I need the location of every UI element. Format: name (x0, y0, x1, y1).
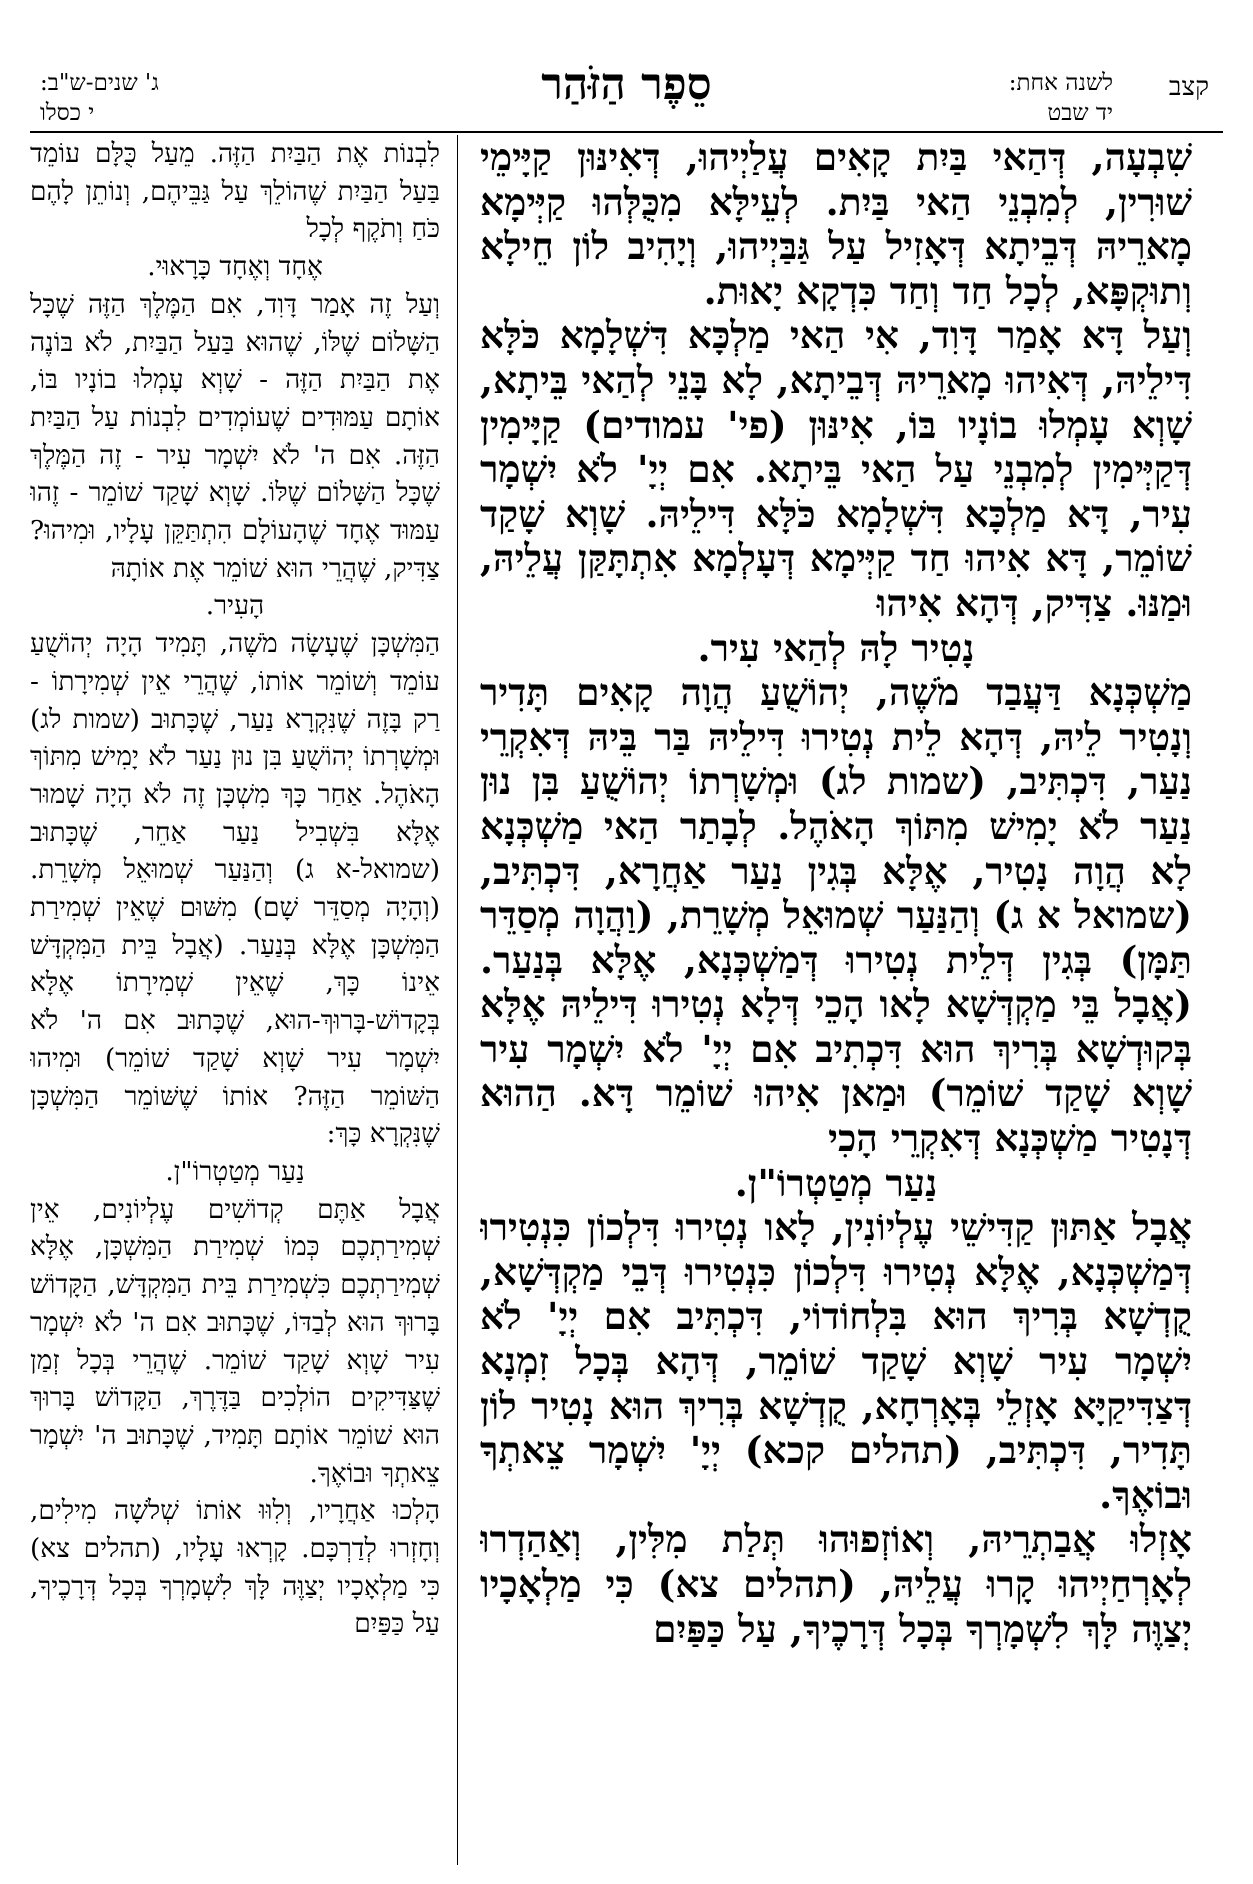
schedule-label: לשנה אחת: (1008, 70, 1113, 96)
page-number: קצב (1168, 72, 1209, 102)
aramaic-paragraph-4: אֲבָל אַתּוּן קַדִּישֵׁי עֶלְיוֹנִין, לָאו נְטִירוּ דִּלְכוֹן כִּנְטִירוּ דְּמַשְׁכְּנָא, אֶלָּא נְטִירוּ דִּלְכוֹן כִּנְטִירוּ דְּבֵי מַקְדְּשָׁא, קֻדְשָׁא בְּרִיךְ הוּא בִּלְחוֹדוֹי, דִּכְתִּיב אִם יְיָ' לֹא יִשְׁמָר עִיר שָׁוְא שָׁקַד שׁוֹמֵר, דְּהָא בְּכָל זִמְנָא דְּצַדִּיקַיָּא אָזְלֵי בְּאָרְחָא, קֻדְשָׁא בְּרִיךְ הוּא נָטִיר לוֹן תָּדִיר, דִּכְתִּיב, (תהלים קכא) יְיָ' יִשְׁמָר צֵאתְךָ וּבוֹאֶךָ. (480, 1205, 1192, 1517)
aramaic-paragraph-2: וְעַל דָּא אָמַר דָּוִד, אִי הַאי מַלְכָּא דִּשְׁלָמָא כֹּלָּא דִּילֵיהּ, דְּאִיהוּ מָארֵיהּ דְּבֵיתָא, לָא בָּנֵי לְהַאי בֵּיתָא, שָׁוְא עָמְלוּ בוֹנָיו בּוֹ, אִינּוּן (פי' עמודים) קַיָּימִין דְּקַיְּימִין לְמִבְנֵי עַל הַאי בֵּיתָא. אִם יְיָ' לֹא יִשְׁמָר עִיר, דָּא מַלְכָּא דִּשְׁלָמָא כֹּלָּא דִּילֵיהּ. שָׁוְא שָׁקַד שׁוֹמֵר, דָּא אִיהוּ חַד קַיְּימָא דְּעָלְמָא אִתְתָּקַּן עֲלֵיהּ, וּמַנּוּ. צַדִּיק, דְּהָא אִיהוּ (480, 313, 1192, 625)
hebrew-paragraph-2: וְעַל זֶה אָמַר דָּוִד, אִם הַמֶּלֶךְ הַזֶּה שֶׁכָּל הַשָּׁלוֹם שֶׁלּוֹ, שֶׁהוּא בַּעַל הַבַּיִת, לֹא בּוֹנֶה אֶת הַבַּיִת הַזֶּה - שָׁוְא עָמְלוּ בוֹנָיו בּוֹ, אוֹתָם עַמּוּדִים שֶׁעוֹמְדִים לִבְנוֹת עַל הַבַּיִת הַזֶּה. אִם ה' לֹא יִשְׁמָר עִיר - זֶה הַמֶּלֶךְ שֶׁכָּל הַשָּׁלוֹם שֶׁלּוֹ. שָׁוְא שָׁקַד שׁוֹמֵר - זֶהוּ עַמּוּד אֶחָד שֶׁהָעוֹלָם הִתְתַּקֵּן עָלָיו, וּמִיהוּ? צַדִּיק, שֶׁהֲרֵי הוּא שׁוֹמֵר אֶת אוֹתָהּ (30, 288, 440, 584)
page-header (30, 8, 1223, 126)
cycle-date: י כסלו (40, 100, 95, 126)
schedule-three-years (40, 68, 159, 128)
header-rule (30, 131, 1223, 133)
hebrew-paragraph-3-end: נַעַר מְטַטְרוֹ"ן. (165, 1155, 305, 1187)
aramaic-paragraph-1: שִׁבְעָה, דְּהַאי בַּיִת קָאִים עֲלַיְיהוּ, דְּאִינּוּן קַיָּימֵי שׁוּרִין, לְמִבְנֵי הַאי בַּיִת. לְעֵילָּא מִכֻּלְּהוּ קַיְּימָא מָארֵיהּ דְּבֵיתָא דְּאָזִיל עַל גַּבַּיְיהוּ, וְיָהִיב לוֹן חֵילָא וְתוּקְפָּא, לְכָל חַד וְחַד כִּדְקָא יָאוּת. (480, 135, 1192, 313)
hebrew-paragraph-1: לִבְנוֹת אֶת הַבַּיִת הַזֶּה. מֵעַל כֻּלָּם עוֹמֵד בַּעַל הַבַּיִת שֶׁהוֹלֵךְ עַל גַּבֵּיהֶם, וְנוֹתֵן לָהֶם כֹּחַ וְתֹקֶף לְכָל (30, 138, 440, 245)
hebrew-paragraph-5: הָלְכוּ אַחֲרָיו, וְלִוּוּ אוֹתוֹ שְׁלֹשָׁה מִילִים, וְחָזְרוּ לְדַרְכָּם. קָרְאוּ עָלָיו, (תהלים צא) כִּי מַלְאָכָיו יְצַוֶּה לָּךְ לִשְׁמָרְךָ בְּכָל דְּרָכֶיךָ, עַל כַּפַּיִם (30, 1495, 440, 1640)
schedule-date: יד שבט (1047, 100, 1113, 126)
hebrew-paragraph-3: הַמִּשְׁכָּן שֶׁעָשָׂה מֹשֶׁה, תָּמִיד הָיָה יְהוֹשֻׁעַ עוֹמֵד וְשׁוֹמֵר אוֹתוֹ, שֶׁהֲרֵי אֵין שְׁמִירָתוֹ - רַק בָּזֶה שֶׁנִּקְרָא נַעַר, שֶׁכָּתוּב (שמות לג) וּמְשָׁרְתוֹ יְהוֹשֻׁעַ בִּן נוּן נַעַר לֹא יָמִישׁ מִתּוֹךְ הָאֹהֶל. אַחַר כָּךְ מִשְׁכָּן זֶה לֹא הָיָה שָׁמוּר אֶלָּא בִּשְׁבִיל נַעַר אַחֵר, שֶׁכָּתוּב (שמואל-א ג) וְהַנַּעַר שְׁמוּאֵל מְשָׁרֵת. (וְהָיָה מְסַדֵּר שָׁם) מִשּׁוּם שֶׁאֵין שְׁמִירַת הַמִּשְׁכָּן אֶלָּא בְּנַעַר. (אֲבָל בֵּית הַמִּקְדָּשׁ אֵינוֹ כָּךְ, שֶׁאֵין שְׁמִירָתוֹ אֶלָּא בְּקָדוֹשׁ-בָּרוּךְ-הוּא, שֶׁכָּתוּב אִם ה' לֹא יִשְׁמָר עִיר שָׁוְא שָׁקַד שׁוֹמֵר) וּמִיהוּ הַשּׁוֹמֵר הַזֶּה? אוֹתוֹ שֶׁשּׁוֹמֵר הַמִּשְׁכָּן שֶׁנִּקְרָא כָּךְ: (30, 628, 440, 1150)
aramaic-paragraph-3-end: נַעַר מְטַטְרוֹ"ן. (734, 1160, 938, 1205)
column-divider (457, 135, 458, 1865)
hebrew-translation-column (30, 135, 440, 1865)
aramaic-column (480, 135, 1192, 1865)
aramaic-paragraph-3: מַשְׁכְּנָא דַּעֲבַד מֹשֶׁה, יְהוֹשֻׁעַ הֲוָה קָאִים תָּדִיר וְנָטִיר לֵיהּ, דְּהָא לֵית נְטִירוּ דִּילֵיהּ בַּר בֵּיהּ דְּאִקְרֵי נַעַר, דִּכְתִּיב, (שמות לג) וּמְשָׁרְתוֹ יְהוֹשֻׁעַ בִּן נוּן נַעַר לֹא יָמִישׁ מִתּוֹךְ הָאֹהֶל. לְבָתַר הַאי מַשְׁכְּנָא לָא הֲוָה נָטִיר, אֶלָּא בְּגִין נַעַר אַחֲרָא, דִּכְתִּיב, (שמואל א ג) וְהַנַּעַר שְׁמוּאֵל מְשָׁרֵת, (וַהֲוָה מְסַדֵּר תַּמָּן) בְּגִין דְּלֵית נְטִירוּ דְּמַשְׁכְּנָא, אֶלָּא בְּנַעַר. (אֲבָל בֵּי מַקְדְּשָׁא לָאו הָכֵי דְּלָא נְטִירוּ דִּילֵיהּ אֶלָּא בְּקוּדְשָׁא בְּרִיךְ הוּא דִּכְתִיב אִם יְיָ' לֹא יִשְׁמָר עִיר שָׁוְא שָׁקַד שׁוֹמֵר) וּמַאן אִיהוּ שׁוֹמֵר דָּא. הַהוּא דְּנָטִיר מַשְׁכְּנָא דְּאִקְרֵי הָכִי (480, 670, 1192, 1161)
hebrew-paragraph-4: אֲבָל אַתֶּם קְדוֹשִׁים עֶלְיוֹנִים, אֵין שְׁמִירַתְכֶם כְּמוֹ שְׁמִירַת הַמִּשְׁכָּן, אֶלָּא שְׁמִירַתְכֶם כִּשְׁמִירַת בֵּית הַמִּקְדָּשׁ, הַקָּדוֹשׁ בָּרוּךְ הוּא לְבַדּוֹ, שֶׁכָּתוּב אִם ה' לֹא יִשְׁמָר עִיר שָׁוְא שָׁקַד שׁוֹמֵר. שֶׁהֲרֵי בְּכָל זְמַן שֶׁצַּדִּיקִים הוֹלְכִים בַּדֶּרֶךְ, הַקָּדוֹשׁ בָּרוּךְ הוּא שׁוֹמֵר אוֹתָם תָּמִיד, שֶׁכָּתוּב ה' יִשְׁמָר צֵאתְךָ וּבוֹאֶךָ. (30, 1193, 440, 1489)
aramaic-paragraph-5: אָזְלוּ אֲבַתְרֵיהּ, וְאוֹזְפוּהוּ תְּלַת מִלִּין, וְאַהַדְרוּ לְאָרְחַיְיהוּ קָרוּ עֲלֵיהּ, (תהלים צא) כִּי מַלְאָכָיו יְצַוֶּה לָּךְ לִשְׁמָרְךָ בְּכָל דְּרָכֶיךָ, עַל כַּפַּיִם (480, 1517, 1192, 1651)
hebrew-paragraph-1-end: אֶחָד וְאֶחָד כָּרָאוּי. (147, 251, 323, 283)
hebrew-paragraph-2-end: הָעִיר. (205, 590, 265, 622)
cycle-label: ג' שנים-ש"ב: (40, 70, 159, 96)
book-title: סֵפֶר הַזֹּהַר (541, 59, 712, 110)
aramaic-paragraph-2-end: נָטִיר לָהּ לְהַאי עִיר. (697, 625, 975, 670)
